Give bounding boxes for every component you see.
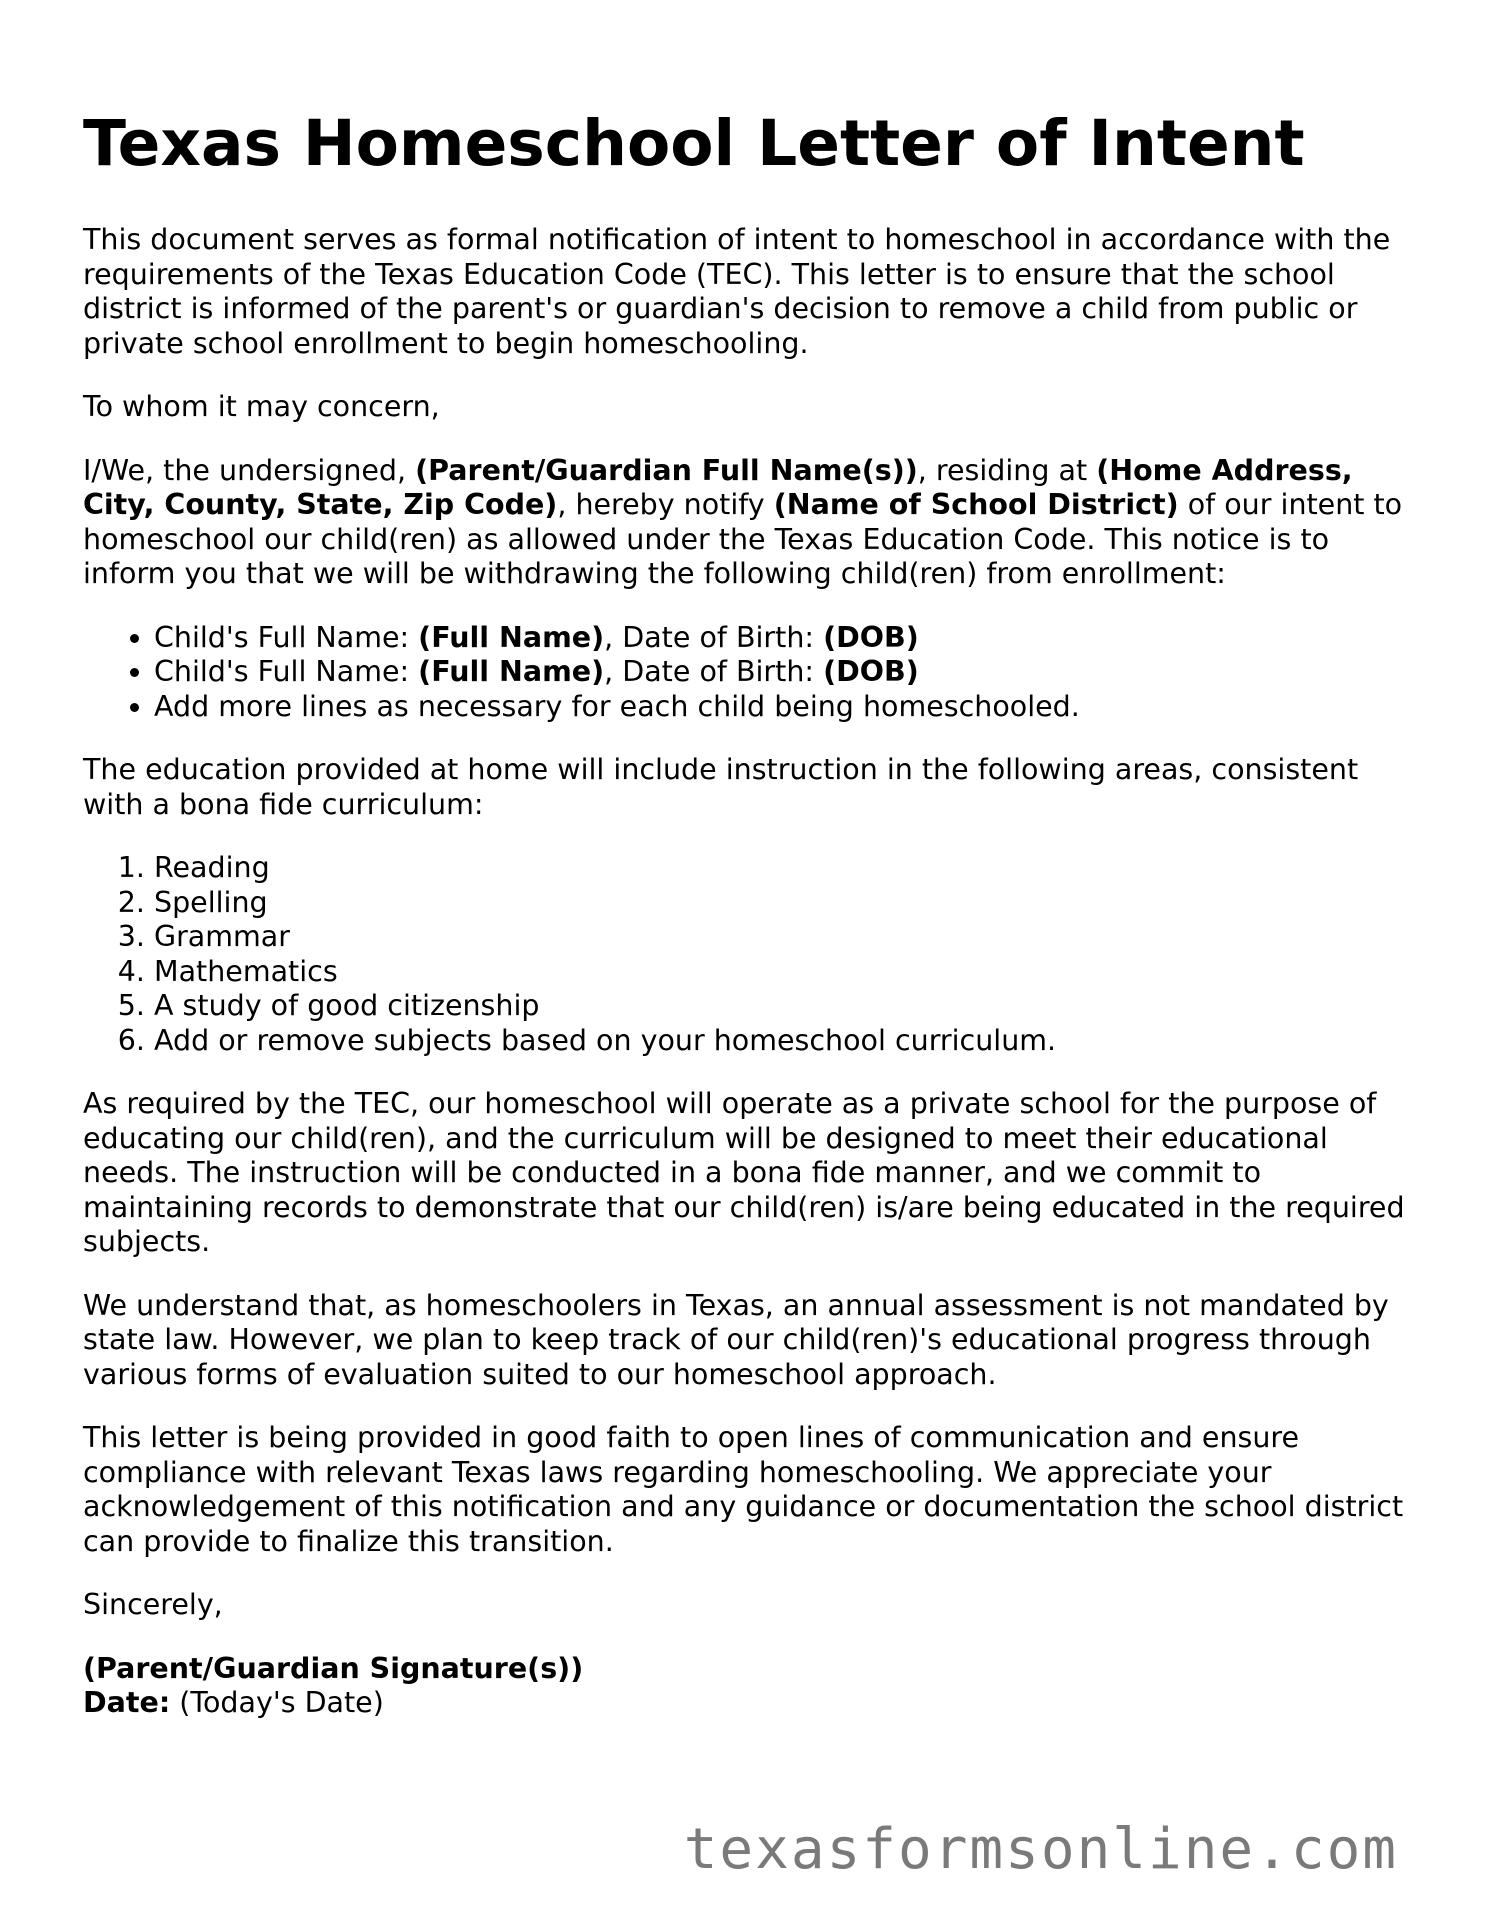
children-list xyxy=(83,621,1413,725)
child-name-label: Child's Full Name: xyxy=(154,655,419,688)
dob-placeholder: (DOB) xyxy=(823,655,919,688)
child-name-label: Child's Full Name: xyxy=(154,620,419,654)
tec-paragraph: As required by the TEC, our homeschool will operate as a private school for the purpose of educating our child(ren), and the curriculum will be designed to meet their educational needs. The instruction will be conducted in a bona fide manner, and we commit to maintaining records to demonstrate that our child(ren) is/are being educated in the required subjects. xyxy=(83,1087,1405,1258)
dob-label: , Date of Birth: xyxy=(604,655,824,688)
notice-text-4: of our intent to homeschool our child(ren) as allowed under the Texas Education Code. This notice is to inform you that we will be withdrawing the following child(ren) from enrollment: xyxy=(83,488,1403,590)
district-placeholder: (Name of School District) xyxy=(773,488,1179,521)
notice-paragraph xyxy=(83,454,1413,592)
salutation: To whom it may concern, xyxy=(83,390,440,423)
curriculum-intro: The education provided at home will include instruction in the following areas, consistent with a bona fide curriculum: xyxy=(83,753,1359,821)
list-item: 1. Reading xyxy=(154,851,1413,886)
list-item: 2. Spelling xyxy=(154,886,1413,921)
watermark: texasformsonline.com xyxy=(683,1817,1398,1882)
notice-text-3: , hereby notify xyxy=(557,488,774,521)
child-name-placeholder: (Full Name) xyxy=(418,655,605,688)
list-item xyxy=(154,655,1413,690)
date-label: Date: xyxy=(83,1686,171,1719)
list-item: 3. Grammar xyxy=(154,920,1413,955)
date-placeholder: (Today's Date) xyxy=(170,1686,384,1719)
list-item: 5. A study of good citizenship xyxy=(154,989,1413,1024)
good-faith-paragraph: This letter is being provided in good faith to open lines of communication and ensure compliance with relevant Texas laws regarding homeschooling. We appreciate your acknowledgement of this notification and any guidance or documentation the school district can provide to finalize this transition. xyxy=(83,1421,1404,1558)
intro-paragraph: This document serves as formal notification of intent to homeschool in accordance with the requirements of the Texas Education Code (TEC). This letter is to ensure that the school district is informed of the parent's or guardian's decision to remove a child from public or private school enrollment to begin homeschooling. xyxy=(83,223,1391,360)
list-item: • Add more lines as necessary for each child being homeschooled. xyxy=(154,690,1413,725)
assessment-paragraph: We understand that, as homeschoolers in Texas, an annual assessment is not mandated by state law. However, we plan to keep track of our child(ren)'s educational progress through various forms of evaluation suited to our homeschool approach. xyxy=(83,1288,1389,1391)
closing: Sincerely, xyxy=(83,1588,223,1621)
notice-text-1: I/We, the undersigned, xyxy=(83,453,416,487)
subjects-list xyxy=(83,851,1413,1058)
signature-placeholder: (Parent/Guardian Signature(s)) xyxy=(83,1651,584,1685)
list-item: 6. Add or remove subjects based on your homeschool curriculum. xyxy=(154,1024,1413,1059)
signature-block xyxy=(83,1652,1413,1721)
child-name-placeholder: (Full Name) xyxy=(418,620,605,654)
parent-name-placeholder: (Parent/Guardian Full Name(s)) xyxy=(415,453,918,487)
list-item xyxy=(154,621,1413,656)
address-placeholder: (Home Address, City, County, State, Zip Code) xyxy=(83,453,1353,521)
page-title: Texas Homeschool Letter of Intent xyxy=(83,107,1305,180)
dob-label: , Date of Birth: xyxy=(604,620,824,654)
notice-text-2: , residing at xyxy=(917,453,1097,487)
letter-page xyxy=(83,106,1413,1721)
dob-placeholder: (DOB) xyxy=(823,620,919,654)
list-item: 4. Mathematics xyxy=(154,955,1413,990)
